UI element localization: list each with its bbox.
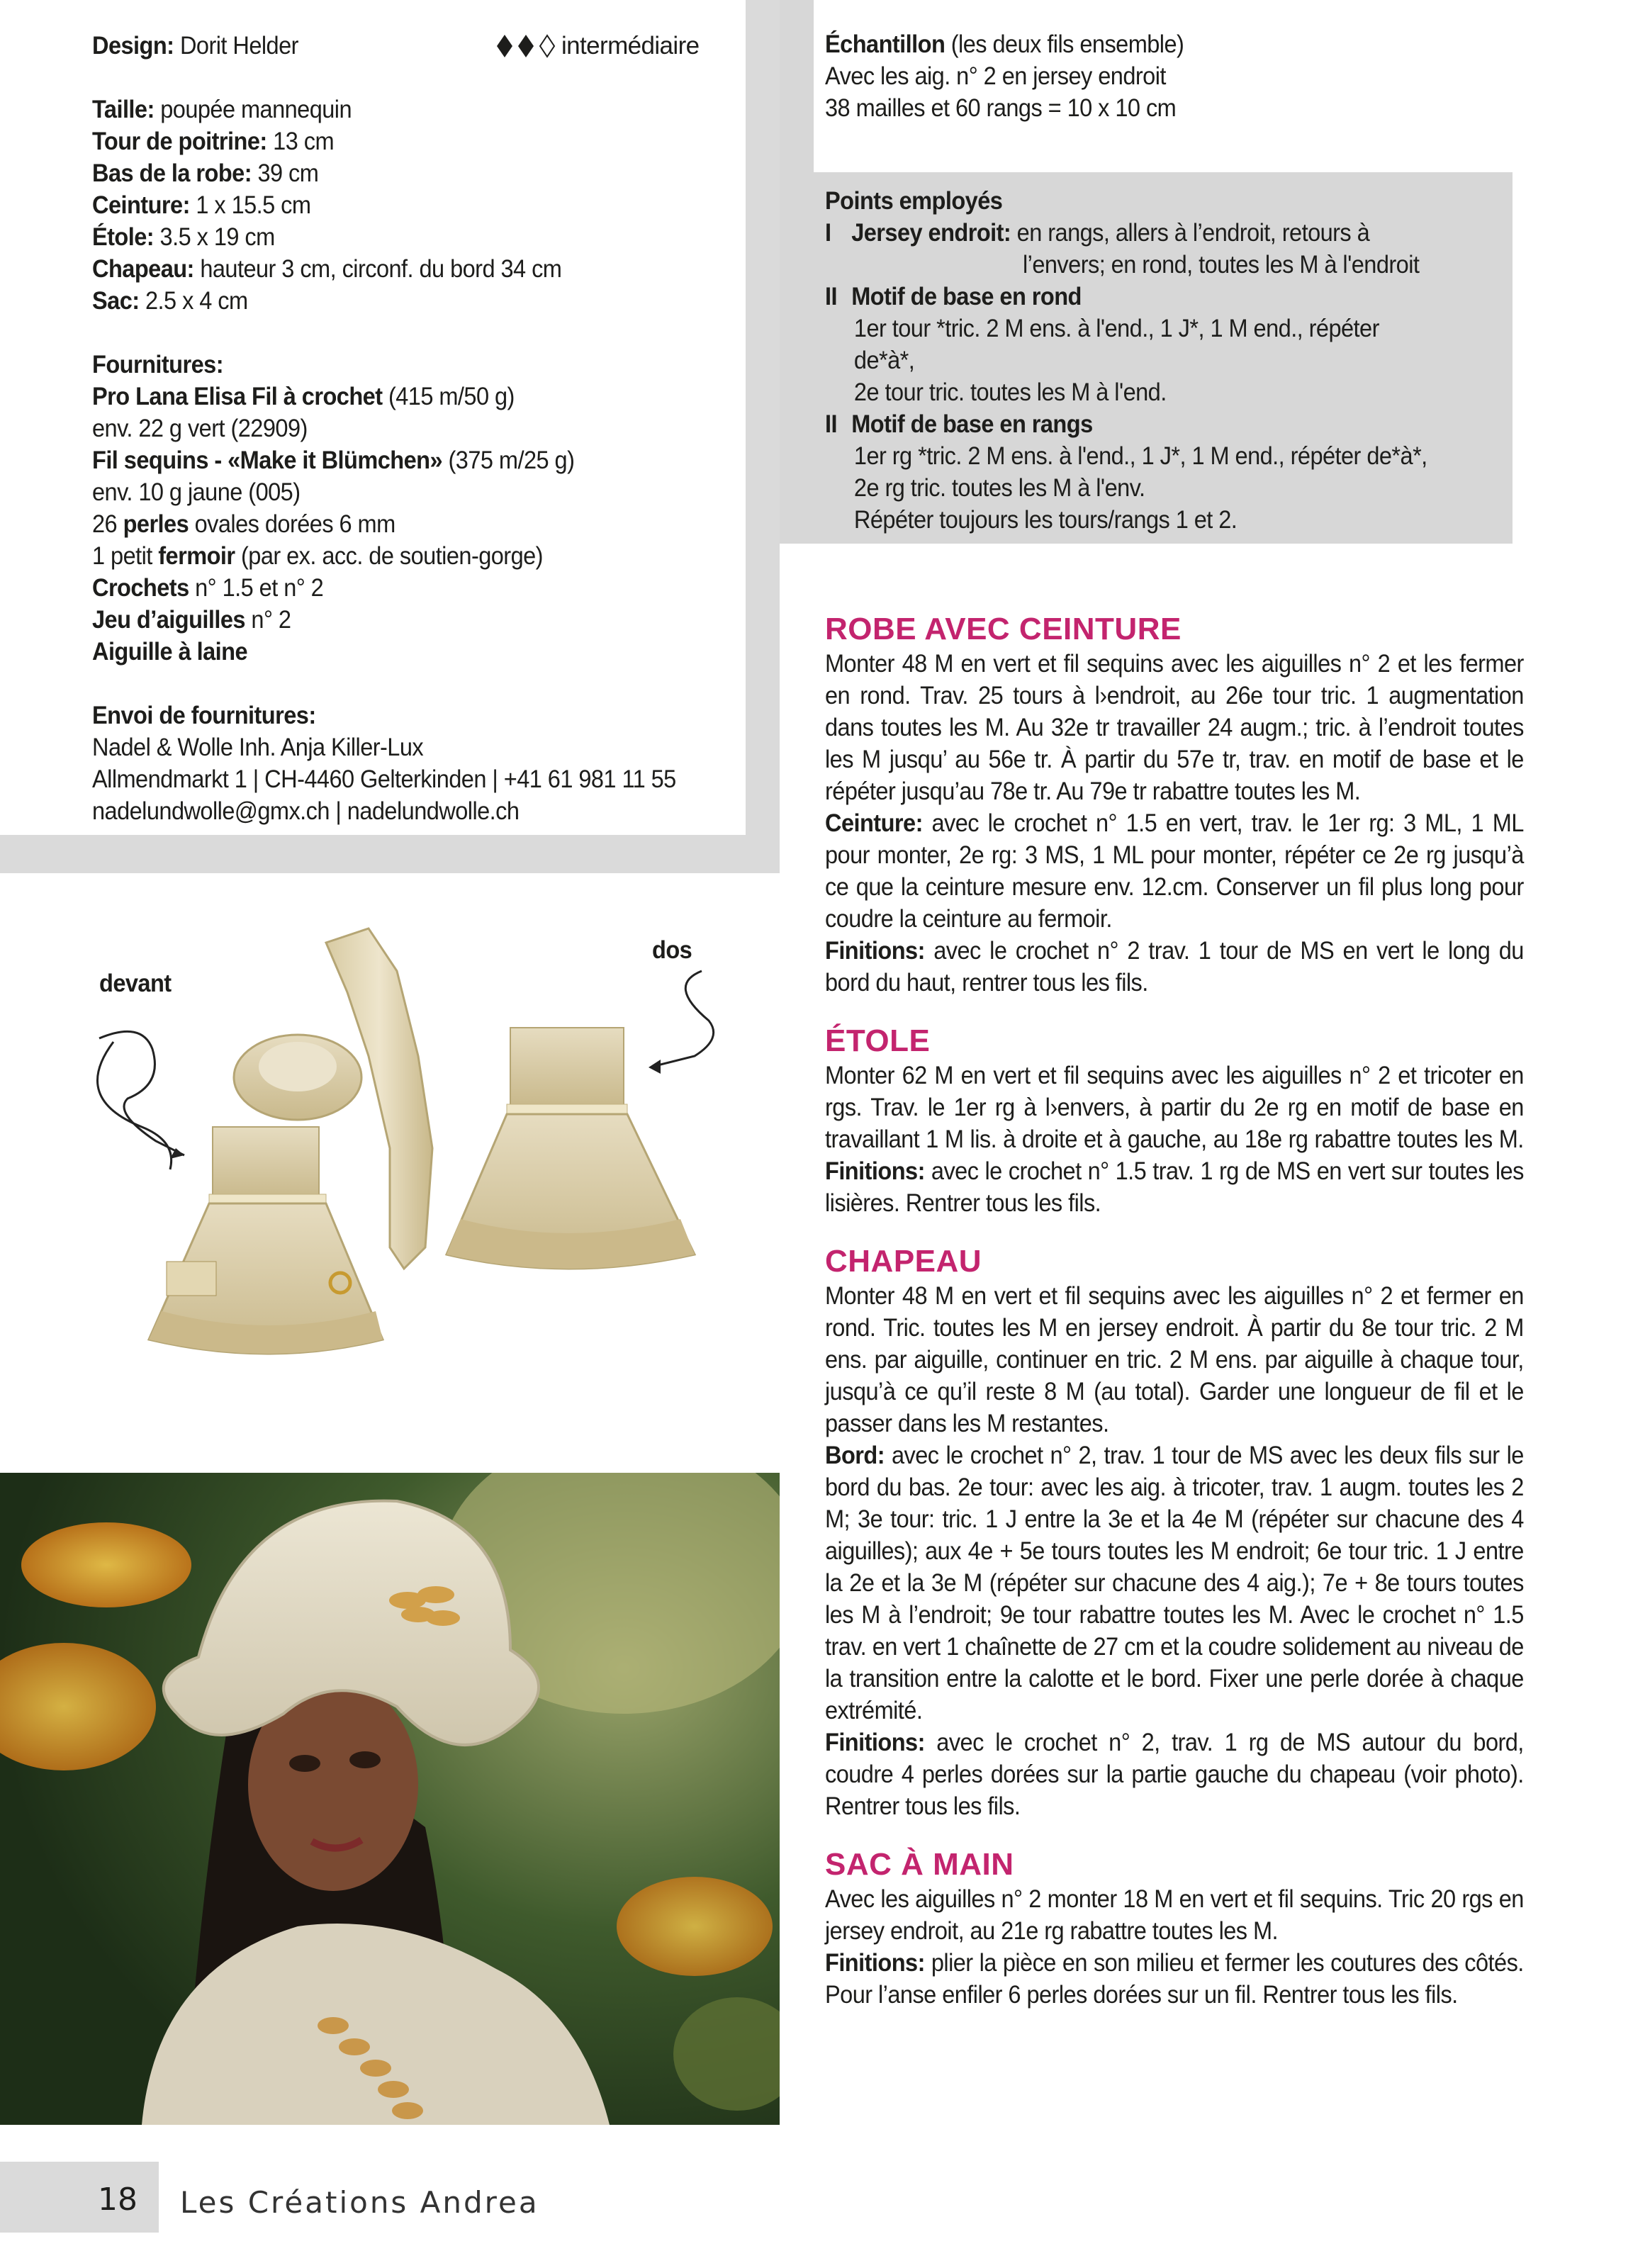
spec-item [92,189,751,221]
section-etole [825,1023,1525,1219]
instructions-column [825,611,1525,2011]
spec-item [92,253,751,285]
fourniture-pre: 1 petit [92,542,159,570]
spec-value: 39 cm [257,159,319,187]
spec-value: poupée mannequin [160,96,352,123]
fourniture-bold: fermoir [158,542,235,570]
section-sac [825,1846,1525,2011]
section-body [825,1883,1524,2011]
point-line: Répéter toujours les tours/rangs 1 et 2. [853,506,1238,534]
echantillon-subtitle: (les deux fils ensemble) [945,30,1184,58]
echantillon-line: Avec les aig. n° 2 en jersey endroit [825,62,1166,90]
diamond-outline-icon [539,34,556,58]
spec-item [92,221,751,253]
fourniture-item [92,540,751,572]
label-back: dos [652,936,692,964]
paragraph: Monter 48 M en vert et fil sequins avec les aiguilles n° 2 et fermer en rond. Tric. toutes les M en jersey endroit. À partir du 8e tour tric. 2 M ens. par aiguille, continuer en tric. 2 M ens. par aiguille à chaque tour, jusqu’à ce qu’il reste 8 M (au total). Garder une longueur de fil et le passer dans les M restantes. [825,1282,1524,1437]
section-robe [825,611,1525,999]
spec-value: 3.5 x 19 cm [159,223,275,251]
fourniture-bold: Jeu d’aiguilles [92,606,245,634]
fourniture-item [92,476,751,508]
spec-item [92,94,751,125]
paragraph: avec le crochet n° 1.5 trav. 1 rg de MS en vert sur toutes les lisières. Rentrer tous les fils. [825,1157,1524,1217]
garments-photo [85,914,737,1410]
section-title: ÉTOLE [825,1023,931,1058]
level-text: intermédiaire [561,32,700,60]
fourniture-bold: Crochets [92,574,189,602]
spec-value: 1 x 15.5 cm [196,191,311,219]
point-text-cont: l’envers; en rond, toutes les M à l'endroit [1023,251,1420,279]
point-item-rangs [825,408,1458,440]
fourniture-item [92,508,751,540]
echantillon-line: 38 mailles et 60 rangs = 10 x 10 cm [825,94,1177,122]
point-name: Motif de base en rangs [851,410,1093,438]
fourniture-bold: Pro Lana Elisa Fil à crochet [92,383,383,410]
spec-value: 13 cm [273,128,335,155]
envoi-line: nadelundwolle@gmx.ch | nadelundwolle.ch [92,797,520,825]
point-line: 2e rg tric. toutes les M à l'env. [853,474,1145,502]
label-front: devant [99,970,172,997]
fourniture-pre: env. 10 g jaune (005) [92,478,301,506]
spec-label: Sac: [92,287,140,315]
fourniture-post: n° 1.5 et n° 2 [189,574,324,602]
finitions-label: Finitions: [825,1949,925,1977]
paragraph: Avec les aiguilles n° 2 monter 18 M en vert et fil sequins. Tric 20 rgs en jersey endroit, au 21e rg rabattre toutes les M. [825,1885,1524,1945]
doll-photo [0,1473,780,2125]
spec-label: Bas de la robe: [92,159,252,187]
fourniture-item [92,604,751,636]
point-name: Jersey endroit: [851,219,1011,247]
points-title: Points employés [825,187,1003,215]
specs-list [92,94,751,317]
section-title: CHAPEAU [825,1244,982,1279]
fourniture-item [92,572,751,604]
spec-label: Ceinture: [92,191,190,219]
envoi-list [92,731,751,827]
fourniture-bold: Aiguille à laine [92,638,247,666]
doll-photo-illustration [0,1473,780,2125]
fourniture-item [92,636,751,668]
spec-item [92,125,751,157]
difficulty-level [496,30,700,62]
fourniture-pre: 26 [92,510,123,538]
fourniture-item [92,412,751,444]
point-name: Motif de base en rond [851,283,1082,310]
diamond-filled-icon [496,34,513,58]
spec-label: Tour de poitrine: [92,128,267,155]
spec-item [92,157,751,189]
garments-illustration [85,914,737,1410]
section-title: ROBE AVEC CEINTURE [825,612,1182,646]
bord-label: Bord: [825,1442,885,1469]
envoi-line: Allmendmarkt 1 | CH-4460 Gelterkinden | +41 61 981 11 55 [92,765,676,793]
point-line: 2e tour tric. toutes les M à l'end. [853,378,1167,406]
point-number: II [825,283,837,310]
point-line: de*à*, [853,347,915,374]
spec-item [92,285,751,317]
paragraph: avec le crochet n° 1.5 en vert, trav. le 1er rg: 3 ML, 1 ML pour monter, 2e rg: 3 MS, 1 ML pour monter, répéter ce 2e rg jusqu’à ce que la ceinture mesure env. 12.cm. Conserver un fil plus long pour coudre la ceinture au fermoir. [825,809,1524,933]
echantillon-text [825,28,1458,124]
page-number: 18 [98,2182,138,2218]
fournitures-list [92,381,751,668]
paragraph: avec le crochet n° 2, trav. 1 rg de MS autour du bord, coudre 4 perles dorées sur la partie gauche du chapeau (voir photo). Rentrer tous les fils. [825,1729,1524,1820]
diamond-filled-icon [517,34,534,58]
paragraph: avec le crochet n° 2 trav. 1 tour de MS en vert le long du bord du haut, rentrer tous les fils. [825,937,1524,997]
section-title: SAC À MAIN [825,1847,1014,1882]
point-line: 1er tour *tric. 2 M ens. à l'end., 1 J*, 1 M end., répéter [853,315,1379,342]
points-employes [825,185,1458,536]
fourniture-post: n° 2 [245,606,291,634]
finitions-label: Finitions: [825,1729,925,1756]
fourniture-pre: env. 22 g vert (22909) [92,415,308,442]
envoi-line: Nadel & Wolle Inh. Anja Killer-Lux [92,734,424,761]
fourniture-post: (415 m/50 g) [382,383,515,410]
design-value: Dorit Helder [179,32,298,60]
finitions-label: Finitions: [825,937,925,965]
section-body [825,1060,1524,1219]
section-body [825,1280,1524,1822]
paragraph: Monter 48 M en vert et fil sequins avec les aiguilles n° 2 et les fermer en rond. Trav. 25 tours à l›endroit, au 26e tour tric. 1 augmentation dans toutes les M. Au 32e tr travailler 24 augm.; tric. à l’endroit toutes les M jusqu’ au 56e tr. À partir du 57e tr, trav. en motif de base et le répéter jusqu’au 78e tr. Au 79e tr rabattre toutes les M. [825,650,1524,805]
ceinture-label: Ceinture: [825,809,923,837]
point-item-rond [825,281,1458,313]
left-info-text [92,30,751,827]
section-body [825,648,1524,999]
fourniture-bold: Fil sequins - «Make it Blümchen» [92,447,443,474]
fourniture-post: (par ex. acc. de soutien-gorge) [235,542,543,570]
fourniture-bold: perles [123,510,189,538]
point-number: I [825,219,831,247]
paragraph: Monter 62 M en vert et fil sequins avec les aiguilles n° 2 et tricoter en rgs. Trav. le 1er rg à l›envers, à partir du 2e rg en motif de base en travaillant 1 M lis. à droite et à gauche, au 18e rg rabattre toutes les M. [825,1062,1524,1153]
paragraph: avec le crochet n° 2, trav. 1 tour de MS avec les deux fils sur le bord du bas. 2e tour: avec les aig. à tricoter, trav. 1 augm. toutes les 2 M; 3e tour: tric. 1 J entre la 3e et la 4e M (répéter sur chacune des 4 aiguilles); aux 4e + 5e tours toutes les M endroit; 6e tour tric. 1 J entre la 2e et la 3e M (répéter sur chacune des 4 aig.); 7e + 8e tours toutes les M à l’endroit; 9e tour rabattre toutes les M. Avec le crochet n° 1.5 trav. en vert 1 chaînette de 27 cm et la coudre solidement au niveau de la transition entre la calotte et le bord. Fixer une perle dorée à chaque extrémité. [825,1442,1524,1724]
echantillon-title: Échantillon [825,30,945,58]
spec-value: 2.5 x 4 cm [145,287,248,315]
paragraph: plier la pièce en son milieu et fermer les coutures des côtés. Pour l’anse enfiler 6 perles dorées sur un fil. Rentrer tous les fils. [825,1949,1524,2009]
footer-brand: Les Créations Andrea [180,2185,539,2220]
spec-label: Taille: [92,96,155,123]
spec-value: hauteur 3 cm, circonf. du bord 34 cm [200,255,562,283]
spec-label: Chapeau: [92,255,194,283]
fourniture-post: ovales dorées 6 mm [189,510,395,538]
spec-label: Étole: [92,223,155,251]
fournitures-title: Fournitures: [92,351,223,378]
point-text: en rangs, allers à l’endroit, retours à [1011,219,1370,247]
design-label: Design: [92,32,174,60]
fourniture-item [92,444,751,476]
envoi-title: Envoi de fournitures: [92,702,316,729]
section-chapeau [825,1243,1525,1822]
fourniture-item [92,381,751,412]
point-item-jersey [825,217,1458,249]
point-line: 1er rg *tric. 2 M ens. à l'end., 1 J*, 1 M end., répéter de*à*, [853,442,1427,470]
fourniture-post: (375 m/25 g) [442,447,575,474]
point-number: II [825,410,837,438]
finitions-label: Finitions: [825,1157,925,1185]
